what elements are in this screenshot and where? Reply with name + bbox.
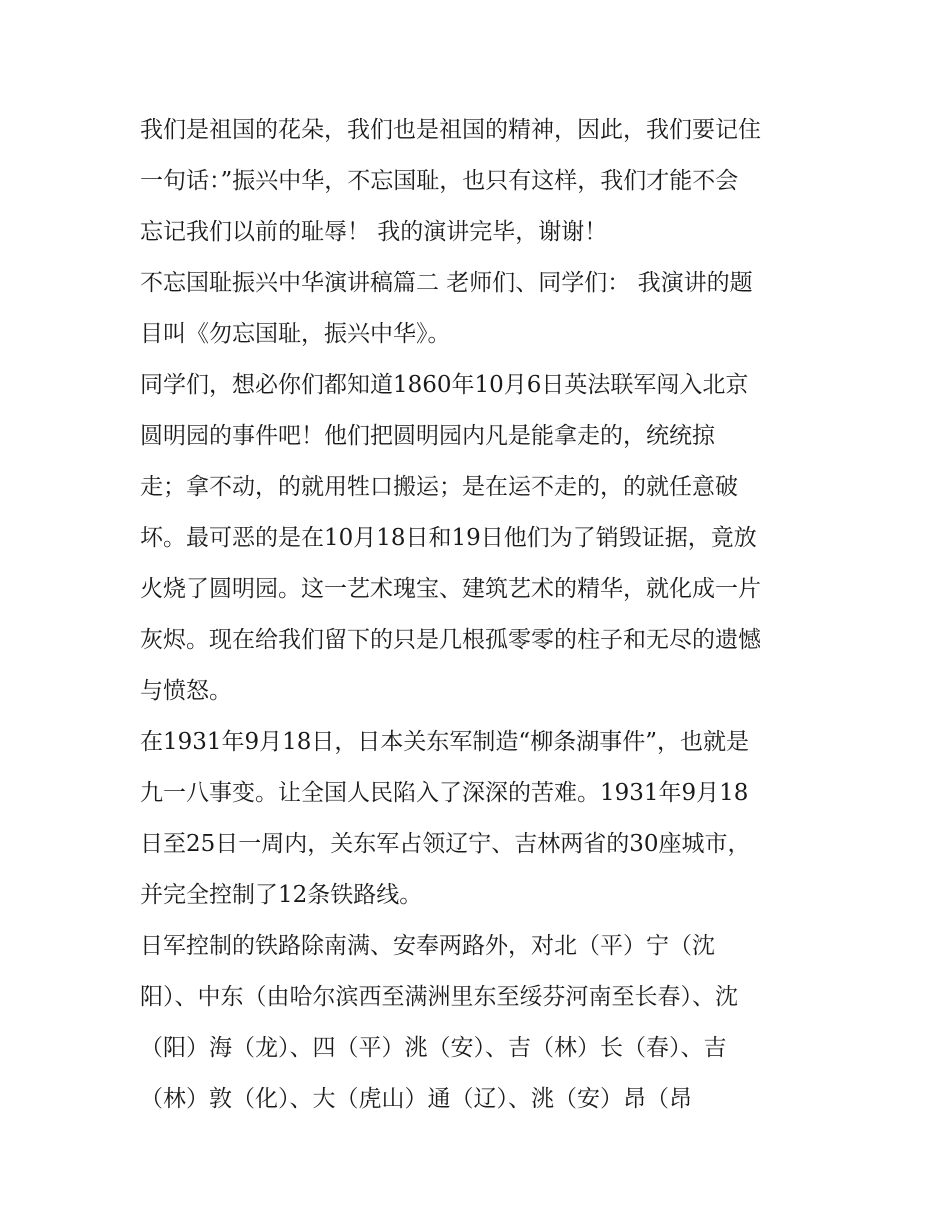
body-text [140, 105, 840, 1125]
text-line: 我们是祖国的花朵，我们也是祖国的精神，因此，我们要记住 [140, 117, 761, 143]
text-line: （林）敦（化）、大（虎山）通（辽）、洮（安）昂（昂 [140, 1086, 692, 1112]
text-line: 九一八事变。让全国人民陷入了深深的苦难。1931年9月18 [140, 780, 749, 806]
text-line: 走；拿不动，的就用牲口搬运；是在运不走的，的就任意破 [140, 474, 738, 500]
text-line: 灰烬。现在给我们留下的只是几根孤零零的柱子和无尽的遗憾 [140, 627, 761, 653]
text-line: 日至25日一周内，关东军占领辽宁、吉林两省的30座城市， [140, 831, 751, 857]
text-line: 忘记我们以前的耻辱！ 我的演讲完毕，谢谢！ [140, 219, 608, 245]
text-line: 一句话：”振兴中华，不忘国耻，也只有这样，我们才能不会 [140, 168, 739, 194]
text-line: 并完全控制了12条铁路线。 [140, 882, 423, 908]
text-line: 圆明园的事件吧！他们把圆明园内凡是能拿走的，统统掠 [140, 423, 715, 449]
text-line: 坏。最可恶的是在10月18日和19日他们为了销毁证据，竟放 [140, 525, 757, 551]
text-line: 在1931年9月18日，日本关东军制造“柳条湖事件”，也就是 [140, 729, 749, 755]
text-line: 同学们，想必你们都知道1860年10月6日英法联军闯入北京 [140, 372, 749, 398]
text-line: 日军控制的铁路除南满、安奉两路外，对北（平）宁（沈 [140, 933, 715, 959]
text-line: 与愤怒。 [140, 678, 232, 704]
text-line: 火烧了圆明园。这一艺术瑰宝、建筑艺术的精华，就化成一片 [140, 576, 761, 602]
text-line: 阳）、中东（由哈尔滨西至满洲里东至绥芬河南至长春）、沈 [140, 984, 738, 1010]
text-line: （阳）海（龙）、四（平）洮（安）、吉（林）长（春）、吉 [140, 1035, 727, 1061]
text-line: 不忘国耻振兴中华演讲稿篇二 老师们、同学们： 我演讲的题 [140, 270, 753, 296]
text-line: 目叫《勿忘国耻，振兴中华》。 [140, 321, 451, 347]
